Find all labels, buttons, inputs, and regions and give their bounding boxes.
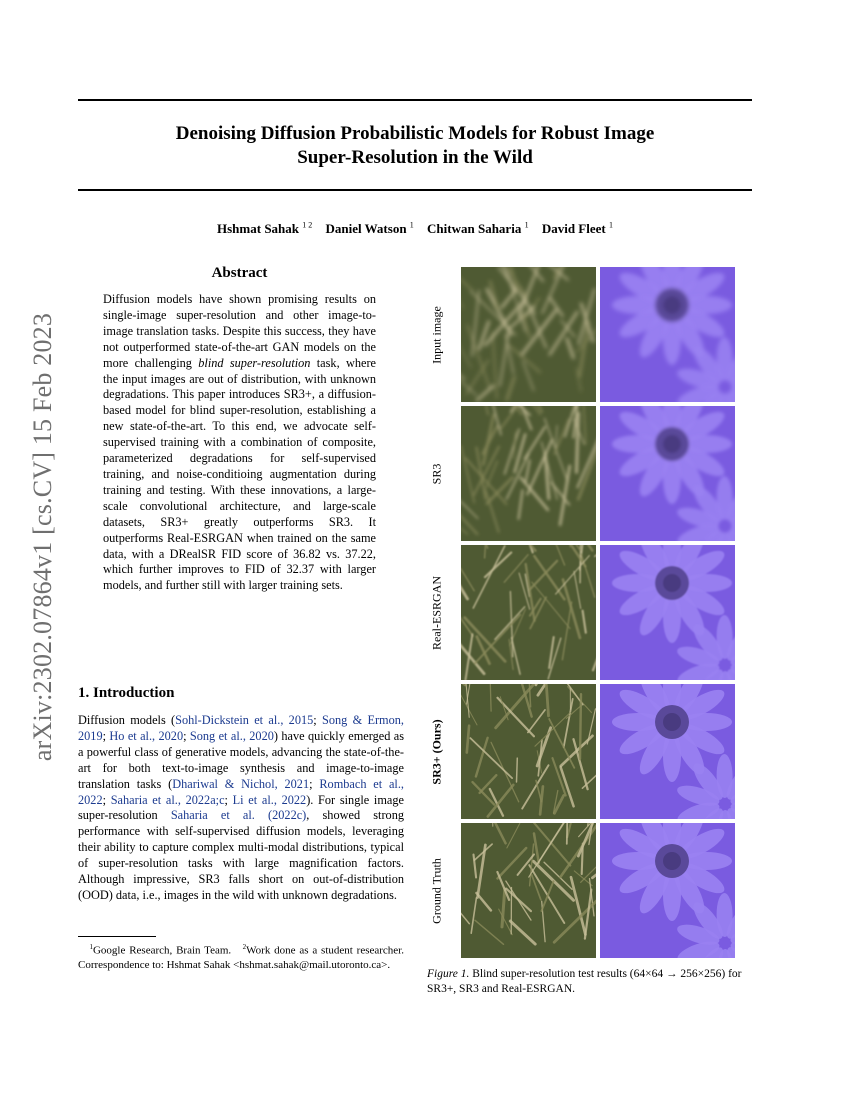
author: David Fleet $^1$: [541, 221, 613, 237]
figure-row-label: SR3+ (Ours): [429, 718, 444, 785]
abstract-body: Diffusion models have shown promising results on single-image super-resolution and other image-to-image translation tasks. Despite this success, they have not outperformed state-of-the-art GAN models on the more challenging blind super-resolution task, where the input images are out of distribution, with unknown degradations. This paper introduces SR3+, a diffusion-based model for blind super-resolution, establishing a new state-of-the-art. To this end, we advocate self-supervised training with a combination of composite, parameterized degradations for self-supervised training, and noise-conditioing augmentation during training and testing. With these innovations, a large-scale convolutional architecture, and large-scale datasets, SR3+ greatly outperforms SR3. It outperforms Real-ESRGAN when trained on the same data, with a DRealSR FID score of 36.82 vs. 37.22, which further improves to FID of 32.37 with larger models, and further still with larger training sets.: [103, 292, 376, 593]
paper-title: [78, 122, 752, 170]
abstract-heading: Abstract: [211, 265, 268, 281]
footnote: $^1$Google Research, Brain Team. $^2$Work done as a student researcher. Correspondence to: Hshmat Sahak <hshmat.sahak@mail.utoronto.ca>.: [78, 943, 404, 971]
grass-image-ground-truth: [461, 823, 596, 958]
citation-link[interactable]: Sohl-Dickstein et al., 2015: [175, 713, 314, 727]
author: Hshmat Sahak $^{1 2}$: [217, 221, 313, 237]
grass-image-real-esrgan: [461, 545, 596, 680]
author: Chitwan Saharia $^1$: [427, 221, 529, 237]
figure-row-label: SR3: [429, 463, 444, 484]
author-list: [78, 221, 752, 237]
citation-link[interactable]: Song & Ermon, 2019: [78, 713, 404, 743]
flower-image-sr3-plus: [600, 684, 735, 819]
introduction-paragraph: Diffusion models (Sohl-Dickstein et al., 2015; Song & Ermon, 2019; Ho et al., 2020; Song et al., 2020) have quickly emerged as a powerful class of generative models, advancing the state-of-the-art for both text-to-image synthesis and image-to-image translation tasks (Dhariwal & Nichol, 2021; Rombach et al., 2022; Saharia et al., 2022a;c; Li et al., 2022). For single image super-resolution Saharia et al. (2022c), showed strong performance with self-supervised diffusion models, leveraging their ability to capture complex multi-modal distributions, typical of super-resolution tasks with large magnification factors. Although impressive, SR3 falls short on out-of-distribution (OOD) data, i.e., images in the wild with unknown degradations.: [78, 713, 404, 902]
flower-image-sr3: [600, 406, 735, 541]
citation-link[interactable]: Song et al., 2020: [189, 728, 274, 743]
figure-caption: Figure 1. Blind super-resolution test results (64×64 → 256×256) for SR3+, SR3 and Real-ESRGAN.: [427, 968, 742, 995]
citation-link[interactable]: Saharia et al., 2022a;c: [110, 792, 225, 807]
grass-image-input: [461, 267, 596, 402]
grass-image-sr3: [461, 406, 596, 541]
flower-image-input: [600, 267, 735, 402]
title-line-2: Super-Resolution in the Wild: [297, 147, 533, 168]
figure-row-label: Input image: [429, 305, 444, 364]
section-heading-introduction: 1. Introduction: [78, 685, 175, 701]
citation-link[interactable]: Ho et al., 2020: [109, 728, 184, 743]
figure-row-label: Ground Truth: [429, 857, 444, 924]
author: Daniel Watson $^1$: [325, 221, 414, 237]
citation-link[interactable]: Saharia et al. (2022c): [170, 808, 307, 823]
title-line-1: Denoising Diffusion Probabilistic Models for Robust Image: [175, 123, 655, 144]
citation-link[interactable]: Rombach et al., 2022: [78, 776, 404, 807]
flower-image-ground-truth: [600, 823, 735, 958]
arxiv-sidebar: [20, 292, 66, 782]
citation-link[interactable]: Dhariwal & Nichol, 2021: [172, 776, 310, 791]
title-bottom-rule: [78, 189, 752, 191]
footnote-rule: [78, 936, 156, 937]
citation-link[interactable]: Li et al., 2022: [232, 792, 307, 807]
flower-image-real-esrgan: [600, 545, 735, 680]
top-rule: [78, 99, 752, 101]
arxiv-identifier: arXiv:2302.07864v1 [cs.CV] 15 Feb 2023: [28, 312, 57, 762]
figure-row-label: Real-ESRGAN: [429, 575, 444, 650]
grass-image-sr3-plus: [461, 684, 596, 819]
